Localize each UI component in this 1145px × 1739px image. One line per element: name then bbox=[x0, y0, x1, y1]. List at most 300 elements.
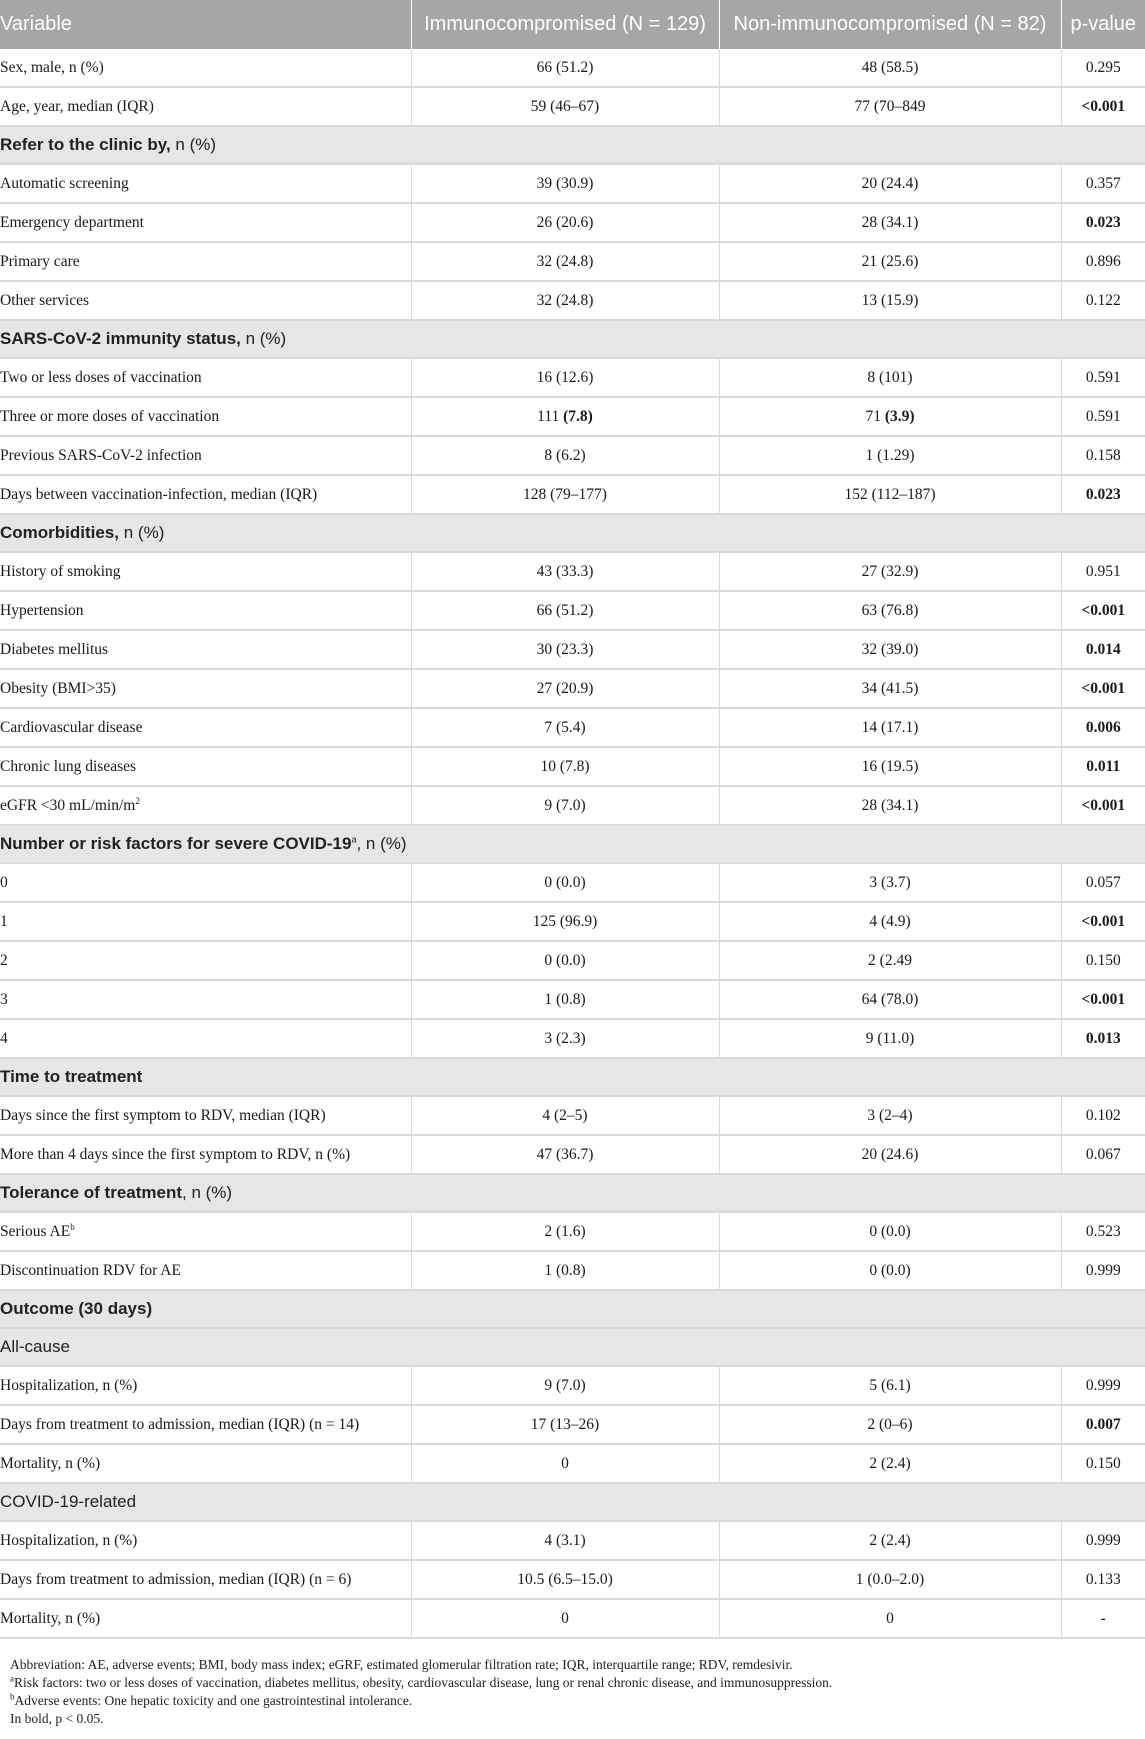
cell-value: 1 (1.29) bbox=[865, 446, 915, 464]
non-immunocompromised-value bbox=[719, 242, 1061, 281]
cell-value: 0 bbox=[886, 1609, 894, 1627]
cell-value: 3 (3.7) bbox=[869, 873, 911, 891]
section-header-row bbox=[0, 1174, 1145, 1212]
cell-value: 10.5 (6.5–15.0) bbox=[517, 1570, 613, 1588]
p-value-cell: 0.023 bbox=[1061, 203, 1145, 242]
row-label bbox=[0, 1366, 411, 1405]
p-value-cell: <0.001 bbox=[1061, 902, 1145, 941]
non-immunocompromised-value bbox=[719, 1521, 1061, 1560]
immunocompromised-value bbox=[411, 1444, 719, 1483]
cell-value: 47 (36.7) bbox=[536, 1145, 594, 1163]
table-row bbox=[0, 1444, 1145, 1483]
row-label-text: Age, year, median (IQR) bbox=[0, 97, 154, 115]
cell-value: 5 (6.1) bbox=[869, 1376, 911, 1394]
p-value-cell: 0.523 bbox=[1061, 1212, 1145, 1251]
row-label bbox=[0, 669, 411, 708]
cell-value: 21 (25.6) bbox=[861, 252, 919, 270]
non-immunocompromised-value bbox=[719, 1444, 1061, 1483]
cell-value: 0 (0.0) bbox=[869, 1222, 911, 1240]
immunocompromised-value bbox=[411, 1212, 719, 1251]
non-immunocompromised-value bbox=[719, 1212, 1061, 1251]
non-immunocompromised-value bbox=[719, 1135, 1061, 1174]
row-label-text: Two or less doses of vaccination bbox=[0, 368, 202, 386]
immunocompromised-value bbox=[411, 630, 719, 669]
cell-value: 43 (33.3) bbox=[536, 562, 594, 580]
cell-value: 1 (0.8) bbox=[544, 1261, 586, 1279]
immunocompromised-value bbox=[411, 281, 719, 320]
row-label-text: 3 bbox=[0, 990, 8, 1008]
p-value-cell: 0.158 bbox=[1061, 436, 1145, 475]
cell-value: 0 bbox=[561, 1454, 569, 1472]
section-title bbox=[0, 1483, 1145, 1521]
header-immunocompromised: Immunocompromised (N = 129) bbox=[411, 0, 719, 49]
section-title-normal: COVID-19-related bbox=[0, 1492, 137, 1511]
cell-value: 4 (4.9) bbox=[869, 912, 911, 930]
p-value-cell: <0.001 bbox=[1061, 669, 1145, 708]
table-row bbox=[0, 1521, 1145, 1560]
table-row bbox=[0, 242, 1145, 281]
row-label bbox=[0, 708, 411, 747]
immunocompromised-value bbox=[411, 786, 719, 825]
p-value-cell: <0.001 bbox=[1061, 591, 1145, 630]
row-label bbox=[0, 1251, 411, 1290]
section-title-normal: n (%) bbox=[170, 135, 217, 154]
immunocompromised-value bbox=[411, 203, 719, 242]
cell-value: 9 (7.0) bbox=[544, 796, 586, 814]
row-label bbox=[0, 1212, 411, 1251]
p-value-cell: <0.001 bbox=[1061, 786, 1145, 825]
section-title bbox=[0, 1174, 1145, 1212]
cell-value: 2 (2.4) bbox=[869, 1531, 911, 1549]
p-value-cell: <0.001 bbox=[1061, 87, 1145, 126]
cell-value: 27 (20.9) bbox=[536, 679, 594, 697]
row-label bbox=[0, 1405, 411, 1444]
table-row bbox=[0, 669, 1145, 708]
non-immunocompromised-value bbox=[719, 87, 1061, 126]
p-value-cell: 0.591 bbox=[1061, 358, 1145, 397]
table-row bbox=[0, 747, 1145, 786]
footnote bbox=[10, 1674, 1135, 1692]
non-immunocompromised-value bbox=[719, 552, 1061, 591]
cell-value: 0 bbox=[561, 1609, 569, 1627]
row-label bbox=[0, 747, 411, 786]
p-value-cell: 0.013 bbox=[1061, 1019, 1145, 1058]
cell-value: 71 bbox=[865, 407, 881, 425]
cell-value: 3 (2.3) bbox=[544, 1029, 586, 1047]
immunocompromised-value bbox=[411, 941, 719, 980]
table-row bbox=[0, 87, 1145, 126]
cell-value: 66 (51.2) bbox=[536, 601, 594, 619]
cell-value: 66 (51.2) bbox=[536, 58, 594, 76]
row-label-text: 2 bbox=[0, 951, 8, 969]
section-header-row bbox=[0, 1290, 1145, 1328]
p-value-cell: 0.122 bbox=[1061, 281, 1145, 320]
row-label bbox=[0, 1096, 411, 1135]
p-value-cell: 0.150 bbox=[1061, 1444, 1145, 1483]
immunocompromised-value bbox=[411, 164, 719, 203]
row-label-text: Primary care bbox=[0, 252, 80, 270]
table-row bbox=[0, 630, 1145, 669]
non-immunocompromised-value bbox=[719, 902, 1061, 941]
row-label-text: Automatic screening bbox=[0, 174, 129, 192]
cell-value: 77 (70–849 bbox=[854, 97, 926, 115]
immunocompromised-value bbox=[411, 242, 719, 281]
p-value-cell: <0.001 bbox=[1061, 980, 1145, 1019]
non-immunocompromised-value bbox=[719, 1019, 1061, 1058]
section-title-bold: Tolerance of treatment bbox=[0, 1183, 183, 1202]
row-label-text: Emergency department bbox=[0, 213, 144, 231]
row-label-text: Chronic lung diseases bbox=[0, 757, 137, 775]
non-immunocompromised-value bbox=[719, 1599, 1061, 1638]
non-immunocompromised-value bbox=[719, 203, 1061, 242]
row-label bbox=[0, 902, 411, 941]
header-variable: Variable bbox=[0, 0, 411, 49]
row-label-text: Days from treatment to admission, median (IQR) (n = 14) bbox=[0, 1415, 360, 1433]
non-immunocompromised-value bbox=[719, 863, 1061, 902]
row-label bbox=[0, 475, 411, 514]
non-immunocompromised-value bbox=[719, 786, 1061, 825]
p-value-cell: 0.011 bbox=[1061, 747, 1145, 786]
cell-value: 10 (7.8) bbox=[540, 757, 590, 775]
row-label bbox=[0, 358, 411, 397]
footnote-text: Abbreviation: AE, adverse events; BMI, body mass index; eGRF, estimated glomerular filtration rate; IQR, interquartile range; RDV, remdesivir. bbox=[10, 1657, 793, 1672]
cell-value: 0 (0.0) bbox=[544, 951, 586, 969]
row-label bbox=[0, 436, 411, 475]
cell-value: 20 (24.6) bbox=[861, 1145, 919, 1163]
section-title bbox=[0, 514, 1145, 552]
cell-value: 20 (24.4) bbox=[861, 174, 919, 192]
row-label bbox=[0, 1560, 411, 1599]
cell-value-bold: (7.8) bbox=[563, 407, 593, 425]
p-value-cell: 0.999 bbox=[1061, 1366, 1145, 1405]
section-title-normal: All-cause bbox=[0, 1337, 70, 1356]
section-title bbox=[0, 1328, 1145, 1366]
immunocompromised-value bbox=[411, 1366, 719, 1405]
table-row bbox=[0, 902, 1145, 941]
p-value-cell: 0.023 bbox=[1061, 475, 1145, 514]
section-title-bold: Comorbidities, bbox=[0, 523, 120, 542]
row-label-text: Previous SARS-CoV-2 infection bbox=[0, 446, 202, 464]
cell-value: 2 (0–6) bbox=[867, 1415, 913, 1433]
non-immunocompromised-value bbox=[719, 669, 1061, 708]
section-title-bold: Refer to the clinic by, bbox=[0, 135, 171, 154]
row-label-text: Days since the first symptom to RDV, median (IQR) bbox=[0, 1106, 326, 1124]
section-title bbox=[0, 320, 1145, 358]
p-value-cell: 0.999 bbox=[1061, 1521, 1145, 1560]
non-immunocompromised-value bbox=[719, 164, 1061, 203]
row-label-text: Three or more doses of vaccination bbox=[0, 407, 220, 425]
section-title-normal: , n (%) bbox=[182, 1183, 233, 1202]
section-title-normal: n (%) bbox=[119, 523, 165, 542]
p-value-cell: 0.357 bbox=[1061, 164, 1145, 203]
section-header-row bbox=[0, 126, 1145, 164]
section-header-row bbox=[0, 320, 1145, 358]
row-label-text: Days between vaccination-infection, median (IQR) bbox=[0, 485, 318, 503]
immunocompromised-value bbox=[411, 902, 719, 941]
row-label bbox=[0, 1444, 411, 1483]
row-label bbox=[0, 242, 411, 281]
p-value-cell: 0.102 bbox=[1061, 1096, 1145, 1135]
immunocompromised-value bbox=[411, 1135, 719, 1174]
immunocompromised-value bbox=[411, 552, 719, 591]
row-label-text: Hospitalization, n (%) bbox=[0, 1376, 138, 1394]
table-row bbox=[0, 436, 1145, 475]
table-header-row bbox=[0, 0, 1145, 49]
footnote bbox=[10, 1656, 1135, 1674]
section-title bbox=[0, 1058, 1145, 1096]
immunocompromised-value bbox=[411, 436, 719, 475]
section-title-bold: Time to treatment bbox=[0, 1067, 143, 1086]
cell-value: 2 (2.4) bbox=[869, 1454, 911, 1472]
p-value-cell: 0.057 bbox=[1061, 863, 1145, 902]
non-immunocompromised-value bbox=[719, 358, 1061, 397]
immunocompromised-value bbox=[411, 1521, 719, 1560]
table-row bbox=[0, 1096, 1145, 1135]
immunocompromised-value bbox=[411, 863, 719, 902]
row-label-text: 0 bbox=[0, 873, 8, 891]
p-value-cell: 0.006 bbox=[1061, 708, 1145, 747]
cell-value: 0 (0.0) bbox=[869, 1261, 911, 1279]
p-value-cell: 0.951 bbox=[1061, 552, 1145, 591]
cell-value: 32 (39.0) bbox=[861, 640, 919, 658]
footnote-marker: a bbox=[10, 1673, 14, 1684]
section-header-row bbox=[0, 1058, 1145, 1096]
row-label-text: Mortality, n (%) bbox=[0, 1609, 101, 1627]
row-label-text: Hospitalization, n (%) bbox=[0, 1531, 138, 1549]
table-row bbox=[0, 1251, 1145, 1290]
cell-value: 26 (20.6) bbox=[536, 213, 594, 231]
table-row bbox=[0, 358, 1145, 397]
table-row bbox=[0, 203, 1145, 242]
row-label-text: Mortality, n (%) bbox=[0, 1454, 101, 1472]
non-immunocompromised-value bbox=[719, 397, 1061, 436]
footnote-text: In bold, p < 0.05. bbox=[10, 1711, 104, 1726]
table-row bbox=[0, 786, 1145, 825]
row-label-text: Serious AE bbox=[0, 1222, 71, 1240]
section-title bbox=[0, 825, 1145, 863]
row-label-text: eGFR <30 mL/min/m bbox=[0, 796, 136, 814]
cell-value: 30 (23.3) bbox=[536, 640, 594, 658]
immunocompromised-value bbox=[411, 358, 719, 397]
row-label-text: Diabetes mellitus bbox=[0, 640, 109, 658]
section-title-superscript: a bbox=[351, 834, 357, 845]
section-title bbox=[0, 1290, 1145, 1328]
section-title bbox=[0, 126, 1145, 164]
non-immunocompromised-value bbox=[719, 1560, 1061, 1599]
table-row bbox=[0, 941, 1145, 980]
table-row bbox=[0, 49, 1145, 87]
table-row bbox=[0, 591, 1145, 630]
table-footnotes bbox=[10, 1656, 1135, 1728]
cell-value: 32 (24.8) bbox=[536, 252, 594, 270]
immunocompromised-value bbox=[411, 591, 719, 630]
non-immunocompromised-value bbox=[719, 1405, 1061, 1444]
p-value-cell: 0.999 bbox=[1061, 1251, 1145, 1290]
row-label bbox=[0, 1521, 411, 1560]
row-label-text: History of smoking bbox=[0, 562, 121, 580]
table-row bbox=[0, 1405, 1145, 1444]
cell-value: 63 (76.8) bbox=[861, 601, 919, 619]
table-row bbox=[0, 980, 1145, 1019]
cell-value: 9 (11.0) bbox=[865, 1029, 915, 1047]
p-value-cell: - bbox=[1061, 1599, 1145, 1638]
section-header-row bbox=[0, 1483, 1145, 1521]
cell-value: 3 (2–4) bbox=[867, 1106, 913, 1124]
cell-value: 2 (2.49 bbox=[868, 951, 912, 969]
row-label bbox=[0, 1599, 411, 1638]
section-title-bold: SARS-CoV-2 immunity status, bbox=[0, 329, 241, 348]
cell-value-bold: (3.9) bbox=[884, 407, 915, 425]
non-immunocompromised-value bbox=[719, 630, 1061, 669]
immunocompromised-value bbox=[411, 980, 719, 1019]
table-row bbox=[0, 552, 1145, 591]
p-value-cell: 0.007 bbox=[1061, 1405, 1145, 1444]
cell-value: 28 (34.1) bbox=[861, 796, 919, 814]
immunocompromised-value bbox=[411, 49, 719, 87]
row-label bbox=[0, 397, 411, 436]
p-value-cell: 0.014 bbox=[1061, 630, 1145, 669]
cell-value: 4 (3.1) bbox=[544, 1531, 586, 1549]
non-immunocompromised-value bbox=[719, 591, 1061, 630]
table-row bbox=[0, 281, 1145, 320]
immunocompromised-value bbox=[411, 669, 719, 708]
section-title-bold: Number or risk factors for severe COVID-19 bbox=[0, 834, 352, 853]
immunocompromised-value bbox=[411, 397, 719, 436]
row-label-text: Sex, male, n (%) bbox=[0, 58, 104, 76]
row-label bbox=[0, 281, 411, 320]
table-row bbox=[0, 1019, 1145, 1058]
immunocompromised-value bbox=[411, 1019, 719, 1058]
footnote bbox=[10, 1692, 1135, 1710]
section-title-bold: Outcome (30 days) bbox=[0, 1299, 153, 1318]
row-label bbox=[0, 591, 411, 630]
row-label-superscript: 2 bbox=[135, 795, 140, 806]
row-label bbox=[0, 863, 411, 902]
non-immunocompromised-value bbox=[719, 708, 1061, 747]
cell-value: 27 (32.9) bbox=[861, 562, 919, 580]
section-header-row bbox=[0, 825, 1145, 863]
footnote-marker: b bbox=[10, 1691, 15, 1702]
cell-value: 9 (7.0) bbox=[544, 1376, 586, 1394]
row-label bbox=[0, 630, 411, 669]
non-immunocompromised-value bbox=[719, 49, 1061, 87]
section-header-row bbox=[0, 1328, 1145, 1366]
row-label-text: Other services bbox=[0, 291, 90, 309]
table-row bbox=[0, 863, 1145, 902]
row-label-text: 1 bbox=[0, 912, 8, 930]
cell-value: 28 (34.1) bbox=[861, 213, 919, 231]
table-row bbox=[0, 1599, 1145, 1638]
table-row bbox=[0, 708, 1145, 747]
header-p-value: p-value bbox=[1061, 0, 1145, 49]
cell-value: 34 (41.5) bbox=[861, 679, 919, 697]
cell-value: 128 (79–177) bbox=[523, 485, 607, 503]
row-label-text: More than 4 days since the first symptom to RDV, n (%) bbox=[0, 1145, 351, 1163]
row-label-text: Hypertension bbox=[0, 601, 84, 619]
immunocompromised-value bbox=[411, 1599, 719, 1638]
immunocompromised-value bbox=[411, 1560, 719, 1599]
table-row bbox=[0, 1366, 1145, 1405]
cell-value: 125 (96.9) bbox=[532, 912, 598, 930]
cell-value: 64 (78.0) bbox=[861, 990, 919, 1008]
table-row bbox=[0, 1560, 1145, 1599]
row-label bbox=[0, 164, 411, 203]
cell-value: 16 (19.5) bbox=[861, 757, 919, 775]
non-immunocompromised-value bbox=[719, 436, 1061, 475]
non-immunocompromised-value bbox=[719, 941, 1061, 980]
immunocompromised-value bbox=[411, 1251, 719, 1290]
immunocompromised-value bbox=[411, 708, 719, 747]
row-label-superscript: b bbox=[70, 1221, 75, 1232]
row-label-text: Discontinuation RDV for AE bbox=[0, 1261, 181, 1279]
p-value-cell: 0.896 bbox=[1061, 242, 1145, 281]
cell-value: 111 bbox=[537, 407, 560, 425]
cell-value: 8 (6.2) bbox=[544, 446, 586, 464]
non-immunocompromised-value bbox=[719, 475, 1061, 514]
cell-value: 48 (58.5) bbox=[861, 58, 919, 76]
non-immunocompromised-value bbox=[719, 980, 1061, 1019]
immunocompromised-value bbox=[411, 1096, 719, 1135]
cell-value: 32 (24.8) bbox=[536, 291, 594, 309]
section-title-normal: n (%) bbox=[240, 329, 287, 348]
non-immunocompromised-value bbox=[719, 281, 1061, 320]
row-label-text: Obesity (BMI>35) bbox=[0, 679, 116, 697]
section-title-normal: , n (%) bbox=[356, 834, 407, 853]
table-row bbox=[0, 1212, 1145, 1251]
table-row bbox=[0, 397, 1145, 436]
row-label bbox=[0, 1019, 411, 1058]
row-label bbox=[0, 786, 411, 825]
immunocompromised-value bbox=[411, 1405, 719, 1444]
footnote-text: Risk factors: two or less doses of vaccination, diabetes mellitus, obesity, cardiovascular disease, lung or renal chronic disease, and immunosuppression. bbox=[14, 1675, 833, 1690]
non-immunocompromised-value bbox=[719, 747, 1061, 786]
table-row bbox=[0, 475, 1145, 514]
non-immunocompromised-value bbox=[719, 1366, 1061, 1405]
table-row bbox=[0, 1135, 1145, 1174]
cell-value: 7 (5.4) bbox=[544, 718, 586, 736]
cell-value: 1 (0.0–2.0) bbox=[855, 1570, 925, 1588]
row-label-text: Cardiovascular disease bbox=[0, 718, 143, 736]
footnote bbox=[10, 1710, 1135, 1728]
cell-value: 8 (101) bbox=[867, 368, 913, 386]
row-label bbox=[0, 1135, 411, 1174]
table-row bbox=[0, 164, 1145, 203]
footnote-text: Adverse events: One hepatic toxicity and one gastrointestinal intolerance. bbox=[14, 1693, 413, 1708]
immunocompromised-value bbox=[411, 475, 719, 514]
cell-value: 16 (12.6) bbox=[536, 368, 594, 386]
p-value-cell: 0.150 bbox=[1061, 941, 1145, 980]
cell-value: 152 (112–187) bbox=[844, 485, 936, 503]
cell-value: 59 (46–67) bbox=[530, 97, 600, 115]
cell-value: 14 (17.1) bbox=[861, 718, 919, 736]
row-label bbox=[0, 49, 411, 87]
cell-value: 4 (2–5) bbox=[542, 1106, 588, 1124]
row-label bbox=[0, 552, 411, 591]
non-immunocompromised-value bbox=[719, 1096, 1061, 1135]
cell-value: 17 (13–26) bbox=[530, 1415, 600, 1433]
cell-value: 13 (15.9) bbox=[861, 291, 919, 309]
row-label bbox=[0, 87, 411, 126]
row-label-text: 4 bbox=[0, 1029, 8, 1047]
p-value-cell: 0.591 bbox=[1061, 397, 1145, 436]
non-immunocompromised-value bbox=[719, 1251, 1061, 1290]
p-value-cell: 0.133 bbox=[1061, 1560, 1145, 1599]
immunocompromised-value bbox=[411, 87, 719, 126]
p-value-cell: 0.295 bbox=[1061, 49, 1145, 87]
cell-value: 2 (1.6) bbox=[544, 1222, 586, 1240]
row-label bbox=[0, 980, 411, 1019]
table-body bbox=[0, 49, 1145, 1638]
